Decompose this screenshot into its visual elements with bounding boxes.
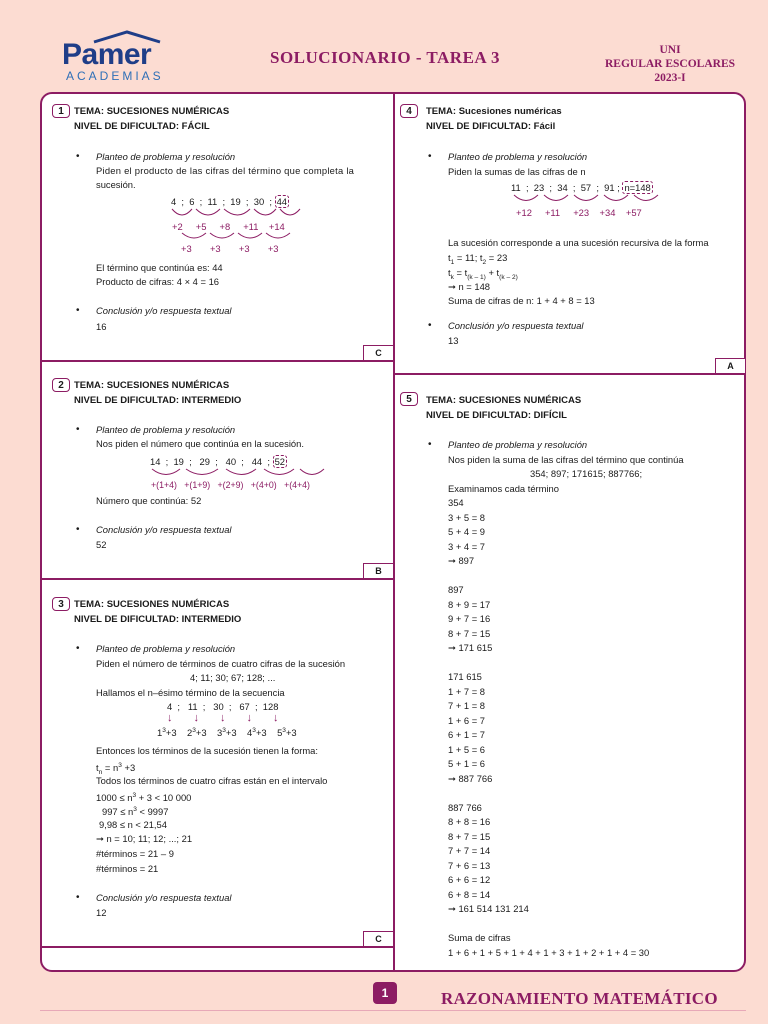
down-arrow-icons: ↓↓↓↓↓	[167, 712, 300, 724]
difference: +11	[544, 207, 561, 218]
work-line: 887 766	[448, 801, 482, 813]
work-line: 9 + 7 = 16	[448, 613, 491, 624]
difference: +34	[599, 207, 616, 218]
statement-line: Todos los términos de cuatro cifras están en el intervalo	[96, 775, 328, 786]
work-line	[448, 786, 649, 801]
result-line: Suma de cifras de n: 1 + 4 + 8 = 13	[448, 295, 595, 306]
second-differences	[181, 243, 279, 254]
work-line: 8 + 8 = 16	[448, 816, 491, 827]
term: 11	[207, 196, 218, 207]
difference: +3	[267, 243, 279, 254]
work-line: 6 + 8 = 14	[448, 888, 491, 900]
section-label: Planteo de problema y resolución	[96, 424, 236, 435]
course-title: RAZONAMIENTO MATEMÁTICO	[441, 989, 718, 1008]
work-line: 7 + 7 = 14	[448, 845, 491, 856]
section-label: Conclusión y/o respuesta textual	[96, 305, 232, 316]
term: 14	[150, 456, 161, 467]
term: 4	[167, 701, 173, 712]
answer-text: 52	[96, 539, 107, 550]
statement-line: La sucesión corresponde a una sucesión recursiva de la forma	[448, 237, 709, 248]
difference: +8	[219, 221, 231, 232]
bullet-icon: •	[76, 524, 80, 535]
work-line: 171 615	[448, 671, 482, 682]
term: 6	[189, 196, 195, 207]
term: 44	[251, 456, 263, 467]
work-line: ➞ 897	[448, 555, 475, 566]
term: 11	[187, 701, 198, 712]
power-term: $5^3+3$	[277, 727, 297, 739]
header-info	[590, 43, 750, 85]
term: 11	[511, 182, 521, 193]
inequality-line: $997 \le n^3 < 9997$	[102, 806, 169, 818]
term: 23	[533, 182, 545, 193]
right-arrow-icon: ➞	[448, 642, 459, 653]
statement-line: Nos piden la suma de las cifras del término que continúa	[448, 454, 684, 465]
answer-text: 16	[96, 321, 107, 332]
work-line: 1 + 5 = 6	[448, 743, 486, 755]
section-label: Conclusión y/o respuesta textual	[96, 524, 232, 535]
difference: +3	[209, 243, 221, 254]
difference: +(1+9)	[184, 480, 211, 490]
answer-key: C	[363, 345, 393, 360]
result-line: Producto de cifras: 4 × 4 = 16	[96, 276, 219, 287]
work-line: 6 + 6 = 12	[448, 874, 491, 885]
sequence: 4 ; 11 ; 30 ; 67 ; 128	[167, 701, 279, 712]
work-line: 1 + 6 + 1 + 5 + 1 + 4 + 1 + 3 + 1 + 2 + 1 + 4 = 30	[448, 946, 650, 958]
work-line: ➞ 171 615	[448, 642, 493, 653]
section-label: Planteo de problema y resolución	[448, 439, 588, 450]
work-line: 5 + 1 = 6	[448, 758, 486, 769]
work-line: 8 + 7 = 15	[448, 627, 491, 639]
problem-topic: TEMA: Sucesiones numéricas	[426, 106, 562, 117]
logo-wordmark: Pamer	[62, 38, 152, 71]
right-arrow-icon: ➞	[448, 772, 459, 784]
logo-subtitle: ACADEMIAS	[66, 69, 164, 83]
section-label: Conclusión y/o respuesta textual	[96, 892, 232, 903]
answer-term: 52	[274, 456, 285, 467]
bullet-icon: •	[76, 305, 80, 316]
difference: +11	[243, 221, 259, 232]
header-period: 2023-I	[654, 72, 686, 84]
statement-line: Entonces los términos de la sucesión tienen la forma:	[96, 745, 318, 756]
divider-p4-p5	[394, 373, 745, 375]
problem-topic: TEMA: SUCESIONES NUMÉRICAS	[74, 106, 230, 117]
inequality-line: ➞ n = 10; 11; 12; ...; 21	[96, 833, 193, 844]
term: 4	[171, 196, 177, 207]
first-differences	[172, 221, 285, 232]
answer-text: 13	[448, 335, 459, 346]
count-line: #términos = 21	[96, 863, 159, 874]
result-line: Número que continúa: 52	[96, 495, 202, 506]
difference: +12	[516, 207, 532, 218]
work-line: 897	[448, 584, 464, 595]
answer-key: A	[715, 358, 745, 373]
problem-topic: TEMA: SUCESIONES NUMÉRICAS	[426, 395, 582, 406]
general-term: $t_n = n^3 +3$	[96, 762, 136, 776]
work-line: 1 + 7 = 8	[448, 685, 486, 697]
work-line	[448, 917, 649, 932]
sequence: 4 ; 6 ; 11 ; 19 ; 30 ; 44	[171, 196, 288, 207]
answer-term: n=148	[624, 182, 651, 193]
power-term: $3^3+3$	[217, 727, 237, 739]
difference: +3	[181, 243, 192, 254]
difference: +14	[268, 221, 285, 232]
statement-line: Piden el número de términos de cuatro cifras de la sucesión	[96, 658, 346, 669]
problem-level: NIVEL DE DIFICULTAD: DIFÍCIL	[426, 410, 567, 421]
sequence: 14 ; 19 ; 29 ; 40 ; 44 ; 52	[150, 456, 285, 467]
work-line: 3 + 5 = 8	[448, 511, 486, 523]
sequence-inline: 4; 11; 30; 67; 128; ...	[190, 672, 276, 683]
problem-number: 5	[400, 392, 418, 406]
divider-p3-end	[41, 946, 394, 948]
term: 57	[580, 182, 592, 193]
bullet-icon: •	[76, 151, 80, 162]
bullet-icon: •	[428, 320, 432, 331]
difference-arrows	[508, 192, 678, 208]
work-line: ➞ 161 514 131 214	[448, 903, 529, 914]
recurrence: $t_k = t_{(k - 1)} + t_{(k - 2)}$	[448, 267, 518, 281]
answer-key: B	[363, 563, 393, 578]
count-line: #términos = 21 – 9	[96, 848, 174, 859]
work-line: 3 + 4 = 7	[448, 540, 486, 552]
first-differences	[516, 207, 642, 218]
difference: +(1+4)	[151, 480, 177, 490]
work-line: 7 + 6 = 13	[448, 859, 491, 871]
term: 40	[225, 456, 237, 467]
bullet-icon: •	[76, 892, 80, 903]
statement-line: sucesión.	[96, 179, 136, 190]
document-title: SOLUCIONARIO - TAREA 3	[270, 48, 500, 67]
header-exam: UNI	[659, 44, 681, 56]
difference: +(4+4)	[284, 480, 310, 490]
power-term: $1^3+3$	[157, 727, 177, 739]
problem-number: 4	[400, 104, 418, 118]
work-line: 354	[448, 497, 464, 508]
difference: +3	[238, 243, 250, 254]
problem-level: NIVEL DE DIFICULTAD: FÁCIL	[74, 121, 210, 132]
result-line: El término que continúa es: 44	[96, 262, 223, 273]
section-label: Planteo de problema y resolución	[96, 151, 236, 162]
term: 30	[213, 701, 224, 712]
bullet-icon: •	[76, 643, 80, 654]
right-arrow-icon: ➞	[96, 833, 104, 844]
divider-p2-p3	[41, 578, 394, 580]
term: 67	[239, 701, 250, 712]
term: 91	[604, 182, 615, 193]
term: 128	[262, 701, 279, 712]
term: 19	[230, 196, 241, 207]
initial-terms: $t_1 = 11$; $t_2 = 23$	[448, 252, 508, 266]
term: 30	[253, 196, 265, 207]
right-arrow-icon: ➞	[448, 903, 459, 914]
bullet-icon: •	[428, 439, 432, 450]
work-line: 6 + 1 = 7	[448, 729, 486, 740]
statement-line: Examinamos cada término	[448, 483, 559, 494]
problem-number: 1	[52, 104, 70, 118]
sequence-inline: 354; 897; 171615; 887766;	[530, 468, 643, 479]
difference: +57	[625, 207, 642, 218]
term: 29	[199, 456, 210, 467]
statement-line: Piden la sumas de las cifras de n	[448, 166, 586, 177]
work-lines	[448, 496, 649, 960]
problem-number: 3	[52, 597, 70, 611]
difference: +5	[195, 221, 207, 232]
page-number: 1	[373, 982, 397, 1004]
work-line	[448, 569, 649, 584]
statement-line: Nos piden el número que continúa en la sucesión.	[96, 438, 304, 449]
column-divider	[393, 92, 395, 972]
sequence: 11 ; 23 ; 34 ; 57 ; 91 ; n=148	[511, 182, 651, 193]
work-line: Suma de cifras	[448, 932, 511, 943]
bullet-icon: •	[76, 424, 80, 435]
problem-level: NIVEL DE DIFICULTAD: INTERMEDIO	[74, 395, 242, 406]
work-line: 1 + 6 = 7	[448, 714, 486, 726]
work-line: 7 + 1 = 8	[448, 700, 486, 711]
answer-text: 12	[96, 907, 107, 918]
problem-level: NIVEL DE DIFICULTAD: Fácil	[426, 121, 556, 132]
right-arrow-icon: ➞	[448, 281, 456, 292]
difference: +(2+9)	[217, 480, 244, 490]
difference: +23	[573, 207, 590, 218]
difference: +(4+0)	[250, 480, 277, 490]
footer-rule	[40, 1010, 746, 1011]
statement-line: Piden el producto de las cifras del término que completa la	[96, 165, 355, 176]
power-terms	[157, 727, 297, 738]
term: 34	[557, 182, 568, 193]
inequality-line: $1000 \le n^3 + 3 < 10$ 000	[96, 792, 192, 804]
inequality-line: 9,98 ≤ n < 21,54	[99, 819, 167, 830]
statement-line: Hallamos el n–ésimo término de la secuencia	[96, 687, 285, 698]
work-line	[448, 656, 649, 671]
first-differences	[151, 480, 310, 490]
divider-p1-p2	[41, 360, 394, 362]
problem-level: NIVEL DE DIFICULTAD: INTERMEDIO	[74, 614, 242, 625]
power-term: $4^3+3$	[247, 727, 267, 739]
result-line: ➞ n = 148	[448, 281, 491, 292]
power-term: $2^3+3$	[187, 727, 207, 739]
section-label: Planteo de problema y resolución	[96, 643, 236, 654]
answer-key: C	[363, 931, 393, 946]
answer-term: 44	[276, 196, 288, 207]
section-label: Planteo de problema y resolución	[448, 151, 588, 162]
work-line: ➞ 887 766	[448, 772, 493, 784]
bullet-icon: •	[428, 151, 432, 162]
section-label: Conclusión y/o respuesta textual	[448, 320, 584, 331]
header-program: REGULAR ESCOLARES	[604, 58, 736, 70]
difference: +2	[172, 221, 183, 232]
term: 19	[173, 456, 184, 467]
problem-number: 2	[52, 378, 70, 392]
problem-topic: TEMA: SUCESIONES NUMÉRICAS	[74, 380, 230, 391]
work-line: 8 + 9 = 17	[448, 598, 491, 610]
problem-topic: TEMA: SUCESIONES NUMÉRICAS	[74, 599, 230, 610]
work-line: 8 + 7 = 15	[448, 830, 491, 842]
right-arrow-icon: ➞	[448, 555, 459, 566]
work-line: 5 + 4 = 9	[448, 526, 486, 537]
